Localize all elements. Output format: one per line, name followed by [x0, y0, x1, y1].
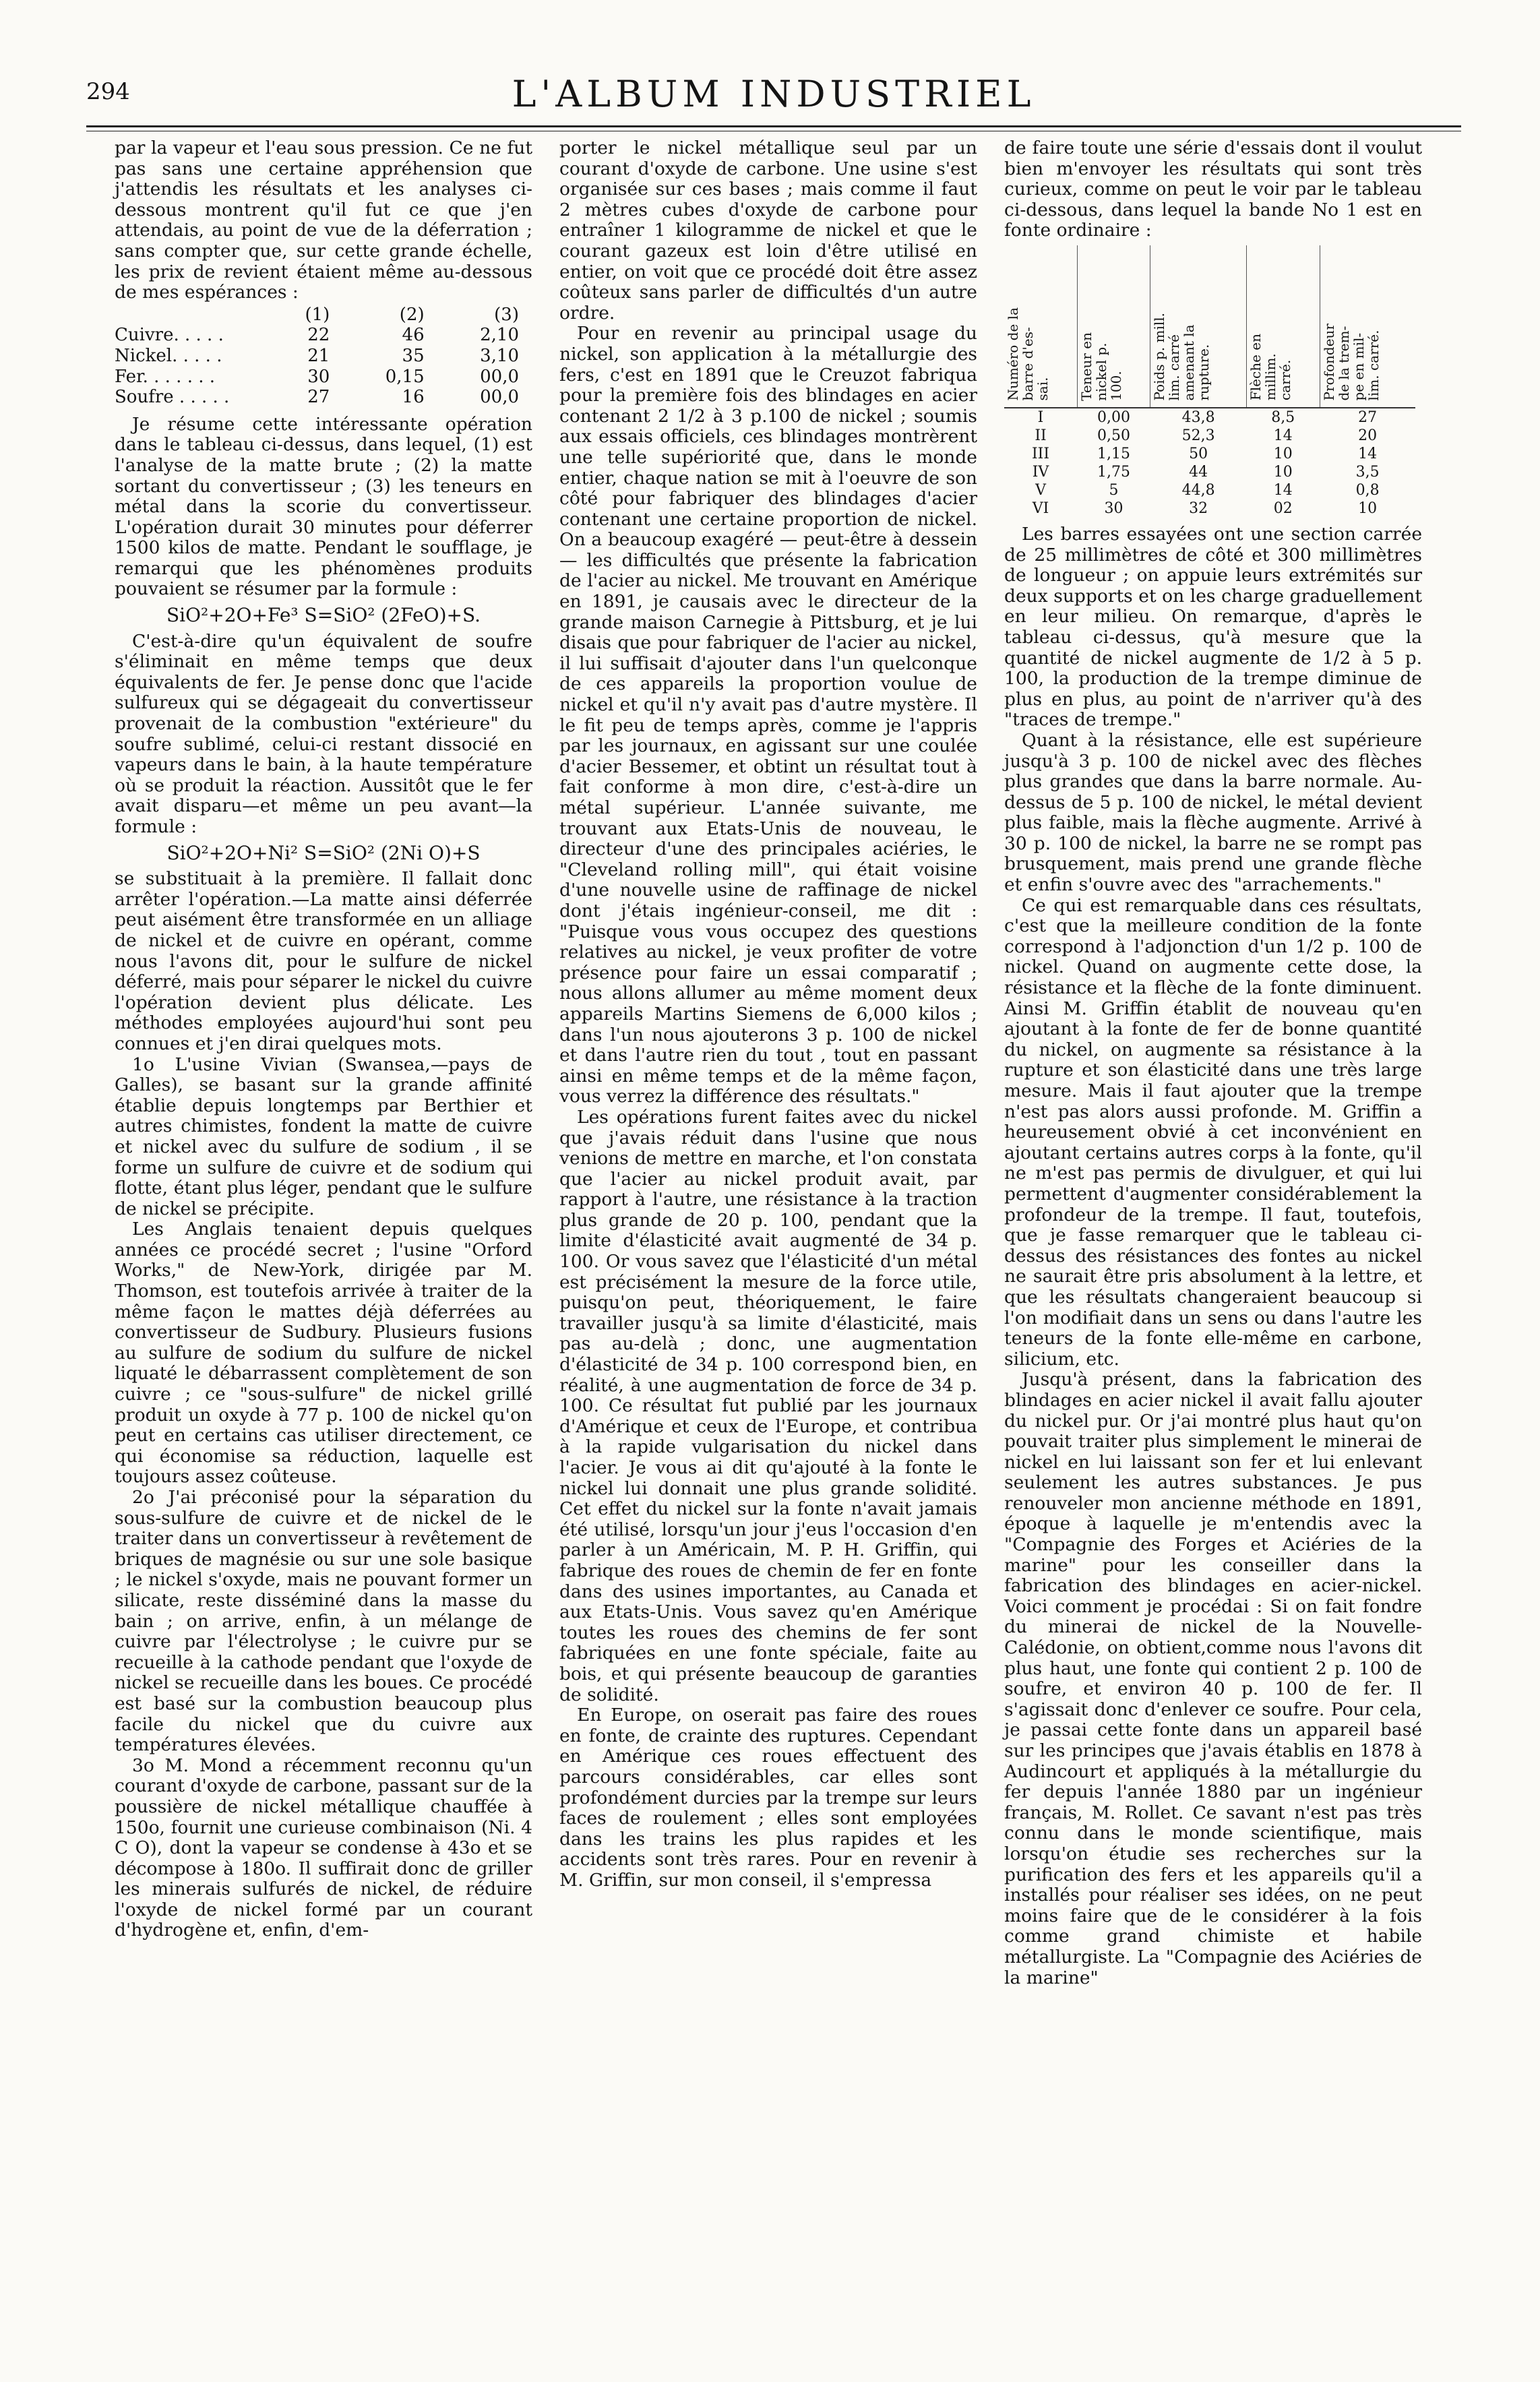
column-3 [1004, 138, 1422, 1988]
paragraph: C'est-à-dire qu'un équivalent de soufre s'éliminait en même temps que deux équivalents de fer. Je pense donc que l'acide sulfureux qui se dégageait du convertisseur provenait de la combustion "extérieure" du soufre sublimé, celui-ci restant dissocié en vapeurs dans le bain, à la haute température où se produit la réaction. Aussitôt que le fer avait disparu—et même un peu avant—la formule : [115, 630, 532, 837]
table-row: II 0,50 52,3 14 20 [1035, 427, 1378, 444]
table-row: VI 30 32 02 10 [1032, 499, 1378, 517]
table-row: Cuivre. . . . . 22 46 2,10 [115, 325, 519, 346]
table-row: I 0,00 43,8 8,5 27 [1037, 408, 1378, 426]
page-header [86, 73, 1461, 120]
paragraph: Quant à la résistance, elle est supérieure jusqu'à 3 p. 100 de nickel avec des flèches plus grandes que dans la barre normale. Au-dessus de 5 p. 100 de nickel, le métal devient plus faible, mais la flèche augmente. Arrivé à 30 p. 100 de nickel, la barre ne se rompt pas brusquement, mais prend une grande flèche et enfin s'ouvre avec des "arrachements." [1004, 729, 1422, 896]
column-2 [559, 138, 977, 1891]
paragraph: Pour en revenir au principal usage du nickel, son application à la métallurgie des fers, c'est en 1891 que le Creuzot fabriqua pour la première fois des blindages en acier contenant 2 1/2 à 3 p.100 de nickel ; soumis aux essais officiels, ces blindages montrèrent une telle supériorité que, dans le monde entier, chaque nation se mit à l'oeuvre de son côté pour fabriquer des blindages d'acier contenant une certaine proportion de nickel. On a beaucoup exagéré — peut-être à dessein — les difficultés que présente la fabrication de l'acier au nickel. Me trouvant en Amérique en 1891, je causais avec le directeur de la grande maison Carnegie à Pittsburg, et je lui disais que pour fabriquer de l'acier au nickel, il lui suffisait d'ajouter dans l'un quelconque de ces appareils la proportion voulue de nickel et qu'il n'y avait pas d'autre mystère. Il le fit peu de temps après, comme je l'appris par les journaux, en agissant sur une coulée d'acier Bessemer, et obtint un résultat tout à fait conforme à mon dire, c'est-à-dire un métal supérieur. L'année suivante, me trouvant aux Etats-Unis de nouveau, le directeur d'une des principales aciéries, le "Cleveland rolling mill", qui était voisine d'une nouvelle usine de raffinage de nickel dont j'étais ingénieur-conseil, me dit : "Puisque vous vous occupez des questions relatives au nickel, je veux profiter de votre présence pour faire un essai comparatif ; nous allons allumer au même moment deux appareils Martins Siemens de 6,000 kilos ; dans l'un nous ajouterons 3 p. 100 de nickel et dans l'autre rien du tout , tout en passant ainsi en même temps et de la même façon, vous verrez la différence des résultats." [559, 323, 977, 1107]
table-header: Flèche en millim. carré. [1246, 245, 1320, 408]
paragraph: Je résume cette intéressante opération dans le tableau ci-dessus, dans lequel, (1) est l'analyse de la matte brute ; (2) la matte sortant du convertisseur ; (3) les teneurs en métal dans la scorie du convertisseur. L'opération durait 30 minutes pour déferrer 1500 kilos de matte. Pendant le soufflage, je remarqui que les phénomènes produits pouvaient se résumer par la formule : [115, 413, 532, 600]
formula: SiO²+2O+Ni² S=SiO² (2Ni O)+S [166, 841, 481, 864]
paragraph: En Europe, on oserait pas faire des roues en fonte, de crainte des ruptures. Cependant en Amérique ces roues effectuent des parcours considérables, car elles sont profondément durcies par la trempe sur leurs faces de roulement ; elles sont employées dans les trains les plus rapides et les accidents sont très rares. Pour en revenir à M. Griffin, sur mon conseil, il s'empressa [559, 1705, 977, 1891]
paragraph: de faire toute une série d'essais dont il voulut bien m'envoyer les résultats qui sont très curieux, comme on peut le voir par le tableau ci-dessous, dans lequel la bande No 1 est en fonte ordinaire : [1004, 138, 1422, 241]
paragraph: Les Anglais tenaient depuis quelques années ce procédé secret ; l'usine "Orford Works," de New-York, dirigée par M. Thomson, est toutefois arrivée à traiter de la même façon le mattes déjà déferrées au convertisseur de Sudbury. Plusieurs fusions au sulfure de sodium du sulfure de nickel liquaté le débarrassent complètement de son cuivre ; ce "sous-sulfure" de nickel grillé produit un oxyde à 77 p. 100 de nickel qu'on peut en certains cas utiliser directement, ce qui économise sa réduction, laquelle est toujours assez coûteuse. [115, 1219, 532, 1488]
paragraph: Les barres essayées ont une section carrée de 25 millimètres de côté et 300 millimètres de longueur ; on appuie leurs extrémités sur deux supports et on les charge graduellement en leur milieu. On remarque, d'après le tableau ci-dessus, qu'à mesure que la quantité de nickel augmente de 1/2 à 5 p. 100, la production de la trempe diminue de plus en plus, au point de n'arriver qu'à des "traces de trempe." [1004, 523, 1422, 731]
table-header: (2) [399, 304, 425, 325]
column-1 [115, 138, 532, 1941]
table-row: Nickel. . . . . 21 35 3,10 [115, 345, 519, 366]
table-row: Soufre . . . . . 27 16 00,0 [115, 387, 519, 408]
table-header: Poids p. mill. lim. carré amenant la rupture. [1150, 245, 1247, 408]
paragraph: Jusqu'à présent, dans la fabrication des blindages en acier nickel il avait fallu ajouter du nickel pur. Or j'ai montré plus haut qu'on pouvait traiter plus simplement le minerai de nickel en lui laissant son fer et lui enlevant seulement les autres substances. Je pus renouveler mon ancienne méthode en 1891, époque à laquelle je m'entendis avec la "Compagnie des Forges et Aciéries de la marine" pour les conseiller dans la fabrication des blindages en acier-nickel. Voici comment je procédai : Si on fait fondre du minerai de nickel de la Nouvelle-Calédonie, on obtient,comme nous l'avons dit plus haut, une fonte qui contient 2 p. 100 de soufre, et environ 40 p. 100 de fer. Il s'agissait donc d'enlever ce soufre. Pour cela, je passai cette fonte dans un appareil basé sur les principes que j'avais établis en 1878 à Audincourt et appliqués à la métallurgie du fer depuis l'année 1880 par un ingénieur français, M. Rollet. Ce savant n'est pas très connu dans le monde scientifique, mais lorsqu'on étudie ses recherches sur la purification des fers et les appareils qu'il a installés pour réaliser ses idées, on ne peut moins faire que de le considérer à la fois comme grand chimiste et habile métallurgiste. La "Compagnie des Aciéries de la marine" [1004, 1369, 1422, 1988]
header-rule [86, 125, 1461, 127]
table-header: Numéro de la barre d'es- sai. [1004, 245, 1077, 408]
paragraph: Les opérations furent faites avec du nickel que j'avais réduit dans l'usine que nous venions de mettre en marche, et l'on constata que l'acier au nickel produit avait, par rapport à l'autre, une résistance à la traction plus grande de 20 p. 100, pendant que la limite d'élasticité avait augmenté de 34 p. 100. Or vous savez que l'élasticité d'un métal est précisément la mesure de la force utile, puisqu'on peut, théoriquement, le faire travailler jusqu'à sa limite d'élasticité, mais pas au-delà ; donc, une augmentation d'élasticité de 34 p. 100 correspond bien, en réalité, à une augmentation de force de 34 p. 100. Ce résultat fut publié par les journaux d'Amérique et ceux de l'Europe, et contribua à la rapide vulgarisation du nickel dans l'acier. Je vous ai dit qu'ajouté à la fonte le nickel lui donnait une plus grande solidité. Cet effet du nickel sur la fonte n'avait jamais été utilisé, lorsqu'un jour j'eus l'occasion d'en parler à un Américain, M. P. H. Griffin, qui fabrique des roues de chemin de fer en fonte dans des usines importantes, au Canada et aux Etats-Unis. Vous savez qu'en Amérique toutes les roues des chemins de fer sont fabriquées en une fonte spéciale, faite au bois, et qui présente beaucoup de garanties de solidité. [559, 1106, 977, 1705]
table-header: Teneur en nickel p. 100. [1077, 245, 1150, 408]
paragraph: par la vapeur et l'eau sous pression. Ce ne fut pas sans une certaine appréhension que j'attendis les résultats et les analyses ci-dessous montrent qu'il fut ce que j'en attendais, au point de vue de la déferration ; sans compter que, sur cette grande échelle, les prix de revient étaient même au-dessous de mes espérances : [115, 138, 532, 303]
table-row: III 1,15 50 10 14 [1031, 445, 1378, 462]
paragraph: 3o M. Mond a récemment reconnu qu'un courant d'oxyde de carbone, passant sur de la poussière de nickel métallique chauffée à 150o, fournit une curieuse combinaison (Ni. 4 C O), dont la vapeur se condense à 43o et se décompose à 180o. Il suffirait donc de griller les minerais sulfurés de nickel, de réduire l'oxyde de nickel formé par un courant d'hydrogène et, enfin, d'em- [115, 1754, 532, 1941]
journal-title: L'ALBUM INDUSTRIEL [512, 73, 1036, 115]
table-header: (1) [305, 304, 330, 325]
paragraph: 1o L'usine Vivian (Swansea,—pays de Galles), se basant sur la grande affinité établie depuis longtemps par Berthier et autres chimistes, fondent la matte de cuivre et nickel avec du sulfure de sodium , il se forme un sulfure de cuivre et de sodium qui flotte, étant plus léger, pendant que le sulfure de nickel se précipite. [115, 1053, 532, 1219]
formula: SiO²+2O+Fe³ S=SiO² (2FeO)+S. [166, 604, 481, 627]
page-number: 294 [86, 78, 130, 105]
paragraph: porter le nickel métallique seul par un courant d'oxyde de carbone. Une usine s'est organisée sur ces bases ; mais comme il faut 2 mètres cubes d'oxyde de carbone pour entraîner 1 kilogramme de nickel et que le courant gazeux est loin d'être utilisé en entier, on voit que ce procédé doit être assez coûteux sans parler de difficultés d'un autre ordre. [559, 138, 977, 324]
table-row: V 5 44,8 14 0,8 [1035, 481, 1380, 499]
table-header: Profondeur de la trem- pe en mil- lim. carré. [1320, 245, 1415, 408]
paragraph: 2o J'ai préconisé pour la séparation du sous-sulfure de cuivre et de nickel de le traiter dans un convertisseur à revêtement de briques de magnésie ou sur une sole basique ; le nickel s'oxyde, mais ne pouvant former un silicate, reste disséminé dans la masse du bain ; on arrive, enfin, à un mélange de cuivre par l'électrolyse ; le cuivre pur se recueille à la cathode pendant que l'oxyde de nickel se recueille dans les boues. Ce procédé est basé sur la combustion beaucoup plus facile du nickel que du cuivre aux températures élevées. [115, 1487, 532, 1756]
paragraph: Ce qui est remarquable dans ces résultats, c'est que la meilleure condition de la fonte correspond à l'adjonction d'un 1/2 p. 100 de nickel. Quand on augmente cette dose, la résistance et la flèche de la fonte diminuent. Ainsi M. Griffin établit de nouveau qu'en ajoutant à la fonte de fer de bonne quantité du nickel, on augmente sa résistance à la rupture et son élasticité dans une très large mesure. Mais il faut ajouter que la trempe n'est pas alors aussi profonde. M. Griffin a heureusement obvié à cet inconvénient en ajoutant certains autres corps à la fonte, qu'il ne m'est pas permis de divulguer, et qui lui permettent d'augmenter considérablement la profondeur de la trempe. Il faut, toutefois, que je fasse remarquer que le tableau ci-dessus des résistances des fontes au nickel ne saurait être pris absolument à la lettre, et que les résultats changeraient beaucoup si l'on modifiait dans un sens ou dans l'autre les teneurs de la fonte elle-même en carbone, silicium, etc. [1004, 894, 1422, 1370]
analysis-table [115, 305, 519, 408]
table-row: Fer. . . . . . . 30 0,15 00,0 [115, 366, 519, 387]
paragraph: se substituait à la première. Il fallait donc arrêter l'opération.—La matte ainsi déferrée peut aisément être transformée en un alliage de nickel et de cuivre en opérant, comme nous l'avons dit, pour le sulfure de nickel déferré, mais pour séparer le nickel du cuivre l'opération devient plus délicate. Les méthodes employées aujourd'hui sont peu connues et j'en dirai quelques mots. [115, 868, 532, 1054]
test-results-table [1004, 245, 1415, 518]
table-row: IV 1,75 44 10 3,5 [1032, 463, 1380, 481]
table-header: (3) [494, 304, 519, 325]
